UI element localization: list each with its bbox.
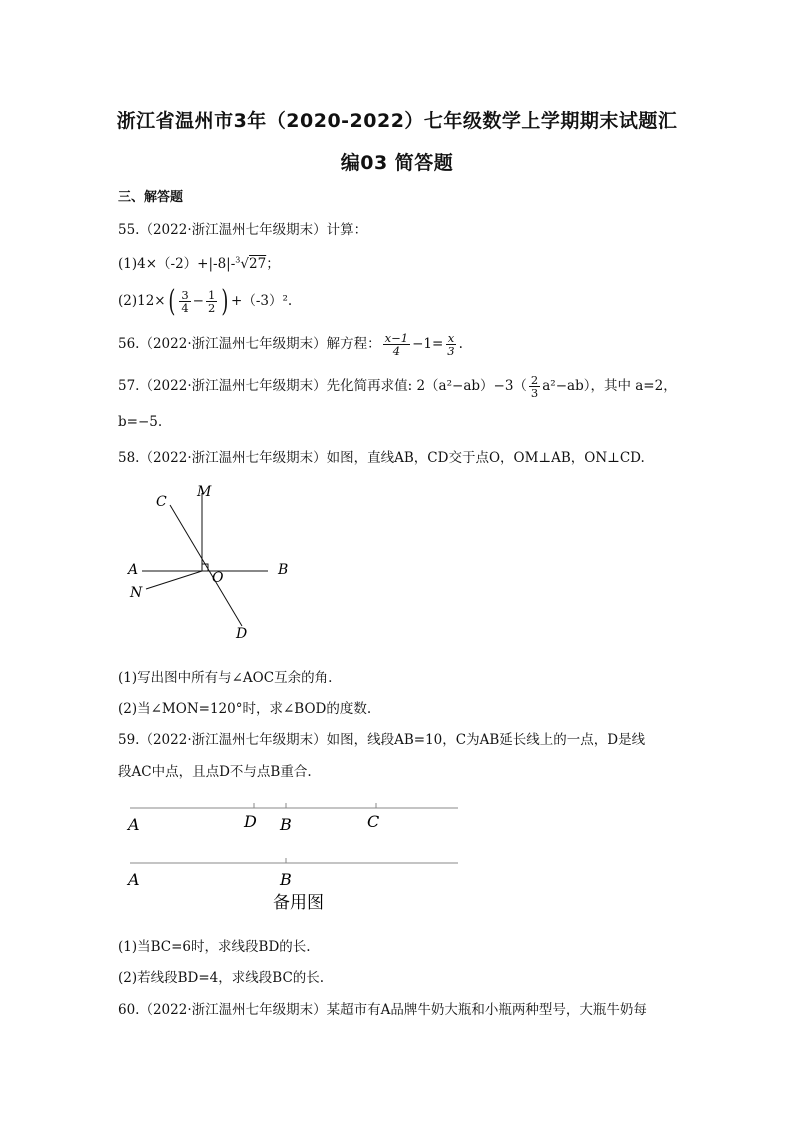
q57-text: 57.（2022·浙江温州七年级期末）先化简再求值: 2（a²−ab）−3（ bbox=[118, 378, 527, 395]
label-a: A bbox=[128, 815, 140, 834]
label-b: B bbox=[278, 562, 289, 578]
label-d: D bbox=[236, 626, 248, 642]
q56-fraction-1 bbox=[383, 332, 410, 357]
q57-suffix: a²−ab），其中 a=2， bbox=[542, 378, 677, 395]
q55-part1 bbox=[118, 252, 280, 272]
fraction-denominator: 2 bbox=[207, 301, 216, 315]
section-title: 三、解答题 bbox=[118, 190, 184, 205]
q55-fraction-1 bbox=[179, 289, 190, 314]
fraction-numerator: 2 bbox=[530, 373, 539, 387]
q60-stem: 60.（2022·浙江温州七年级期末）某超市有A品牌牛奶大瓶和小瓶两种型号，大瓶牛奶每 bbox=[118, 1002, 647, 1018]
q56-text: 56.（2022·浙江温州七年级期末）解方程： bbox=[118, 336, 381, 353]
q55-stem: 55.（2022·浙江温州七年级期末）计算： bbox=[118, 222, 368, 238]
q55-part2-tail: +（-3）². bbox=[231, 293, 293, 309]
q59-figure bbox=[118, 798, 468, 918]
q58-stem: 58.（2022·浙江温州七年级期末）如图，直线AB，CD交于点O，OM⊥AB，ON⊥CD. bbox=[118, 450, 645, 466]
q58-part2: (2)当∠MON=120°时，求∠BOD的度数. bbox=[118, 701, 372, 717]
fraction-numerator: x bbox=[447, 331, 455, 345]
label-b-backup: B bbox=[280, 870, 292, 889]
right-paren: ) bbox=[221, 284, 229, 319]
q55-fraction-2 bbox=[206, 289, 217, 314]
left-paren: ( bbox=[167, 284, 175, 319]
backup-figure-caption: 备用图 bbox=[273, 893, 324, 913]
q59-stem-line1: 59.（2022·浙江温州七年级期末）如图，线段AB=10，C为AB延长线上的一点，D是线 bbox=[118, 732, 646, 748]
label-a-backup: A bbox=[128, 870, 140, 889]
q55-part1-text: (1)4×（-2）+|-8|- bbox=[118, 256, 236, 272]
ray-on bbox=[146, 571, 202, 589]
line-cd bbox=[170, 505, 242, 626]
q55-part2-lead: (2)12× bbox=[118, 293, 166, 309]
q58-part1: (1)写出图中所有与∠AOC互余的角. bbox=[118, 670, 333, 686]
q57-fraction bbox=[529, 374, 540, 399]
q55-minus: − bbox=[192, 293, 204, 309]
fraction-numerator: 3 bbox=[181, 287, 189, 302]
q55-part2 bbox=[118, 284, 292, 319]
q59-part1: (1)当BC=6时，求线段BD的长. bbox=[118, 939, 311, 955]
q56-stem bbox=[118, 332, 463, 357]
q55-root-body: 27 bbox=[249, 256, 267, 272]
label-o: O bbox=[212, 570, 224, 586]
q56-end: . bbox=[458, 336, 463, 353]
label-b: B bbox=[280, 815, 292, 834]
sqrt-symbol: √ bbox=[240, 256, 249, 272]
document-title-line-2: 编03 简答题 bbox=[340, 152, 454, 174]
q55-part1-end: ； bbox=[266, 256, 280, 272]
fraction-denominator: 3 bbox=[530, 386, 539, 401]
label-c: C bbox=[156, 494, 167, 510]
q55-root-index: 3 bbox=[235, 255, 241, 265]
fraction-numerator: x−1 bbox=[384, 331, 409, 345]
fraction-denominator: 4 bbox=[392, 344, 401, 359]
label-m: M bbox=[197, 484, 212, 500]
fraction-denominator: 3 bbox=[447, 344, 455, 359]
q56-fraction-2 bbox=[445, 332, 456, 357]
q58-figure bbox=[118, 478, 318, 643]
fraction-denominator: 4 bbox=[181, 301, 189, 315]
q57-line2: b=−5. bbox=[118, 414, 163, 430]
q56-mid: −1= bbox=[412, 336, 444, 353]
q59-part2: (2)若线段BD=4，求线段BC的长. bbox=[118, 970, 325, 986]
label-c: C bbox=[367, 812, 380, 831]
q57-stem bbox=[118, 374, 677, 399]
q59-stem-line2: 段AC中点，且点D不与点B重合. bbox=[118, 764, 312, 780]
label-d: D bbox=[244, 812, 257, 831]
label-a: A bbox=[128, 562, 139, 578]
label-n: N bbox=[130, 585, 143, 601]
fraction-numerator: 1 bbox=[207, 287, 216, 302]
document-title-line-1: 浙江省温州市3年（2020-2022）七年级数学上学期期末试题汇 bbox=[116, 110, 678, 132]
